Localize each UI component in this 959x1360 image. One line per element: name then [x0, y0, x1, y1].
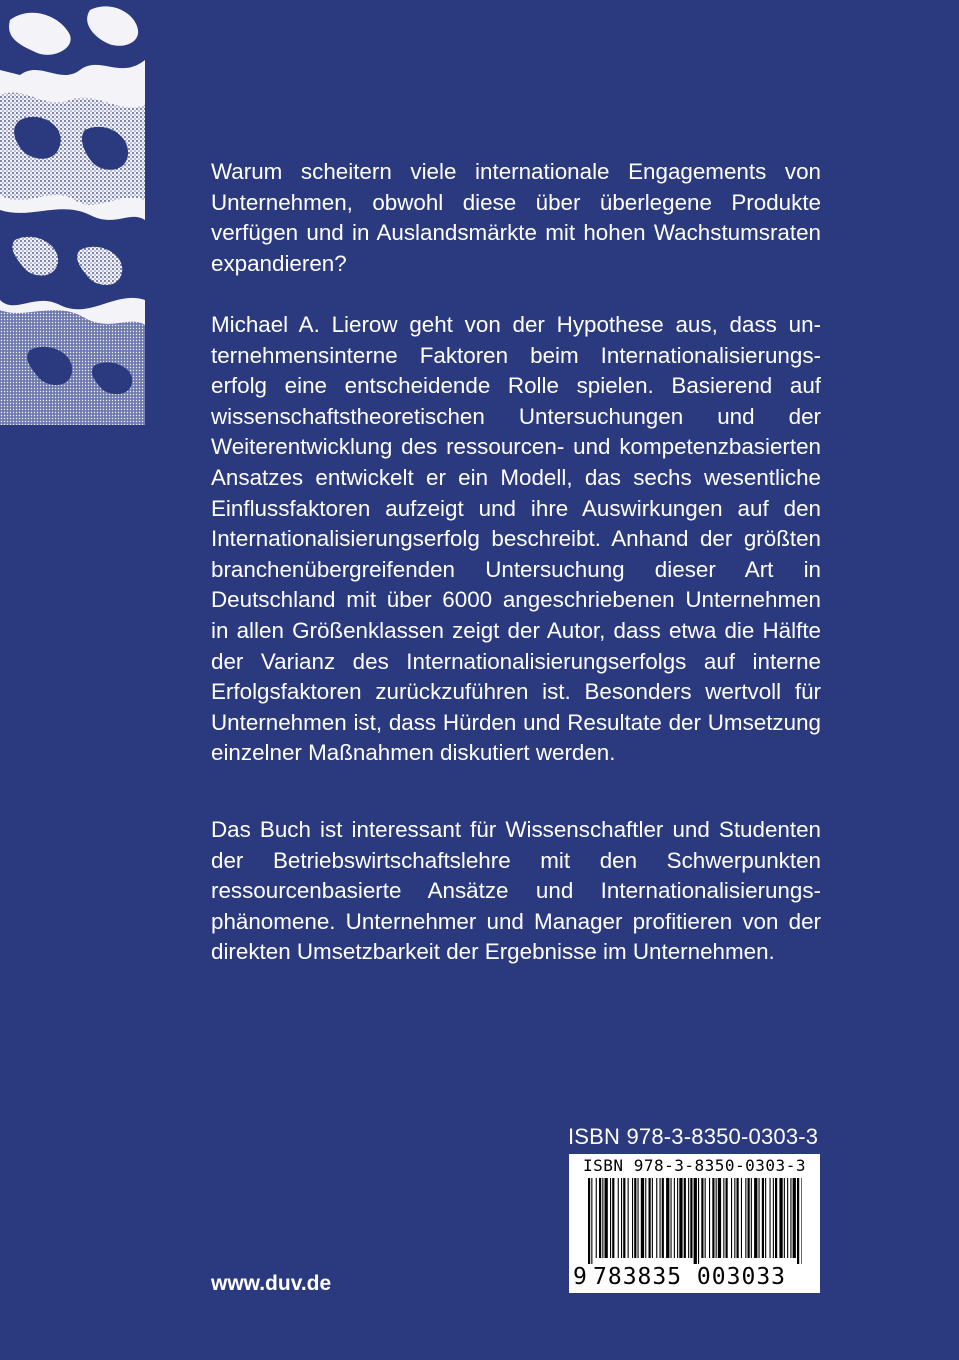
barcode-bar: [723, 1178, 724, 1258]
barcode-bar: [666, 1178, 669, 1258]
barcode-bar: [731, 1178, 732, 1258]
barcode-digits: 783835 003033: [593, 1264, 787, 1290]
barcode-bar: [623, 1178, 625, 1258]
barcode-bar: [775, 1178, 777, 1258]
website-url: www.duv.de: [211, 1272, 332, 1295]
barcode-bar: [662, 1178, 664, 1258]
barcode-bar: [701, 1178, 703, 1258]
barcode-bar: [765, 1178, 766, 1258]
barcode-bar: [632, 1178, 633, 1258]
barcode-bar: [679, 1178, 682, 1258]
globe-illustration: [0, 0, 145, 425]
barcode-bar: [762, 1178, 764, 1258]
barcode-bar: [705, 1178, 706, 1258]
barcode-bar: [726, 1178, 728, 1258]
barcode-bar: [656, 1178, 657, 1258]
barcode-bar: [784, 1178, 785, 1258]
barcode-bar: [649, 1178, 651, 1258]
barcode-bar: [698, 1178, 699, 1264]
barcode-bar: [690, 1178, 692, 1258]
barcode-bar: [759, 1178, 760, 1258]
barcode-bar: [645, 1178, 646, 1258]
barcode-bar: [638, 1178, 639, 1258]
barcode-bar: [641, 1178, 644, 1258]
globe-image: [0, 0, 145, 425]
barcode-bar: [773, 1178, 774, 1258]
barcode-bar: [628, 1178, 629, 1258]
barcode-bar: [770, 1178, 771, 1258]
barcode-bar: [621, 1178, 622, 1258]
barcode-bar: [797, 1178, 799, 1264]
barcode-bar: [660, 1178, 661, 1258]
barcode-bar: [716, 1178, 717, 1258]
barcode-bar: [779, 1178, 782, 1258]
barcode-bar: [599, 1178, 601, 1258]
barcode-bar: [618, 1178, 619, 1258]
barcode-bar: [712, 1178, 714, 1258]
barcode-bars: [588, 1178, 802, 1264]
barcode-bar: [754, 1178, 757, 1258]
barcode-bar: [596, 1178, 597, 1258]
barcode-bar: [602, 1178, 603, 1258]
barcode-bar: [734, 1178, 735, 1258]
barcode-bar: [671, 1178, 672, 1258]
isbn-label: ISBN 978-3-8350-0303-3: [568, 1124, 819, 1149]
barcode-bar: [801, 1178, 802, 1264]
barcode-bar: [591, 1178, 592, 1264]
blurb-paragraph-2: Michael A. Lierow geht von der Hypothese aus, dass unternehmensinterne Faktoren beim Internationalisierungserfolg eine entscheidende Rolle spielen. Basierend auf wissenschaftstheoretischen Untersuchungen und der Weiterentwicklung des ressourcen- und kompetenzbasierten Ansatzes entwickelt er ein Modell, das sechs wesentliche Einflussfaktoren aufzeigt und ihre Auswirkungen auf den Internationalisierungserfolg beschreibt. Anhand der größten branchenübergreifenden Untersuchung dieser Art in Deutschland mit über 6000 angeschriebenen Unternehmen in allen Größenklassen zeigt der Autor, dass etwa die Hälfte der Varianz des Internationalisierungserfolgs auf interne Erfolgsfaktoren zurückzuführen ist. Besonders wertvoll für Unternehmen ist, dass Hürden und Resultate der Umsetzung einzelner Maßnahmen diskutiert werden.: [211, 312, 821, 766]
barcode-lead-digit: 9: [573, 1264, 588, 1290]
blurb-paragraph-1: Warum scheitern viele internationale Engagements von Unternehmen, obwohl diese über überlegene Produkte verfügen und in Auslandsmärkte mit hohen Wachstumsraten expandieren?: [211, 159, 821, 276]
barcode: [569, 1154, 820, 1293]
barcode-bar: [751, 1178, 752, 1258]
blurb-paragraph-3: Das Buch ist interessant für Wissenschaftler und Studenten der Betriebswirtschaftslehre mit den Schwerpunkten ressourcenbasierte Ansätze und Internationalisierungsphänomene. Unternehmer und Manager profitieren von der direkten Umsetzbarkeit der Ergebnisse im Unternehmen.: [211, 817, 821, 965]
barcode-bar: [787, 1178, 788, 1258]
barcode-bar: [694, 1178, 697, 1264]
barcode-bar: [737, 1178, 739, 1258]
barcode-bar: [745, 1178, 746, 1258]
barcode-bar: [684, 1178, 686, 1258]
barcode-bar: [718, 1178, 721, 1258]
barcode-bar: [793, 1178, 796, 1258]
barcode-bar: [688, 1178, 689, 1258]
barcode-bar: [610, 1178, 611, 1258]
barcode-bar: [709, 1178, 710, 1258]
barcode-bar: [652, 1178, 653, 1258]
barcode-bar: [634, 1178, 636, 1258]
barcode-bar: [741, 1178, 742, 1258]
barcode-bar: [674, 1178, 675, 1258]
barcode-bar: [748, 1178, 750, 1258]
barcode-bar: [790, 1178, 791, 1258]
barcode-bar: [677, 1178, 678, 1258]
barcode-bar: [588, 1178, 590, 1264]
barcode-isbn-text: ISBN 978-3-8350-0303-3: [583, 1156, 806, 1175]
barcode-bar: [605, 1178, 608, 1258]
barcode-bar: [612, 1178, 614, 1258]
